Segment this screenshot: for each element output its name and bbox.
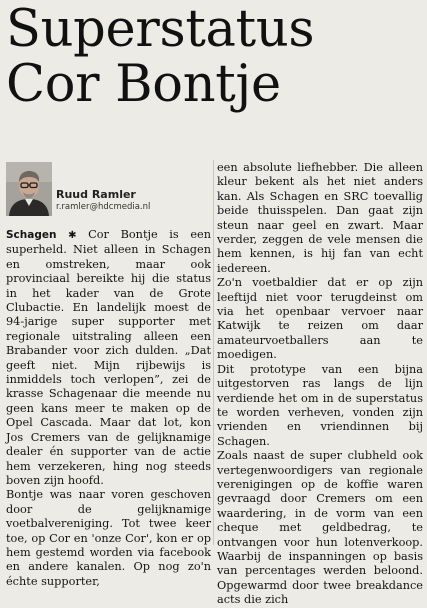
article-column-right bbox=[217, 161, 423, 608]
author-photo-image bbox=[6, 162, 52, 216]
dateline: Schagen bbox=[6, 229, 57, 241]
author-photo bbox=[6, 162, 52, 216]
author-email: r.ramler@hdcmedia.nl bbox=[56, 202, 151, 212]
article-text: Cor Bontje is een superheld. Niet alleen in Schagen en omstreken, maar ook provinciaal bereikte hij die status in het kader van de Grote Clubactie. En landelijk moest de 94-jarige super supporter met regionale uitstraling alleen een Brabander voor zich dulden. „Dat geeft niet. Mijn rijbewijs is inmiddels toch verlopen”, zei de krasse Schagenaar die meende nu geen kans meer te maken op de Opel Cascada. Maar dat lot, kon Jos Cremers van de gelijknamige dealer én supporter van de actie hem verzekeren, hing nog steeds boven zijn hoofd. bbox=[6, 228, 211, 487]
column-divider bbox=[213, 160, 214, 545]
headline bbox=[6, 2, 421, 112]
article-paragraph bbox=[6, 228, 211, 488]
article-paragraph: Dit prototype van een bijna uitgestorven ras langs de lijn verdiende het om in de superstatus te worden verheven, vonden zijn vrienden en vriendinnen bij Schagen. bbox=[217, 362, 423, 448]
headline-line-2: Cor Bontje bbox=[6, 55, 281, 114]
headline-line-1: Superstatus bbox=[6, 0, 315, 59]
dateline-mark-icon: ✱ bbox=[68, 230, 77, 241]
article-paragraph: Zoals naast de super clubheld ook vertegenwoordigers van regionale verenigingen op de koffie waren gevraagd door Cremers om een waardering, in de vorm van een cheque met geldbedrag, te ontvangen voor hun lotenverkoop. Waarbij de inspanningen op basis van percentages werden beloond. Opgewarmd door twee breakdance acts die zich bbox=[217, 449, 423, 607]
article-paragraph: Zo'n voetbaldier dat er op zijn leeftijd niet voor terugdeinst om via het openbaar vervoer naar Katwijk te reizen om daar amateurvoetballers aan te moedigen. bbox=[217, 276, 423, 362]
byline bbox=[6, 162, 206, 224]
author-name: Ruud Ramler bbox=[56, 188, 136, 201]
article-paragraph: Bontje was naar voren geschoven door de gelijknamige voetbalvereniging. Tot twee keer toe, op Cor en 'onze Cor', kon er op hem gestemd worden via facebook en andere kanalen. Op nog zo'n échte supporter, bbox=[6, 488, 211, 588]
article-column-left bbox=[6, 228, 211, 589]
article-paragraph: een absolute liefhebber. Die alleen kleur bekent als het niet anders kan. Als Schagen en SRC toevallig beide thuisspelen. Dan gaat zijn steun naar geel en zwart. Maar verder, zeggen de vele mensen die hem kennen, is hij fan van echt iedereen. bbox=[217, 161, 423, 275]
